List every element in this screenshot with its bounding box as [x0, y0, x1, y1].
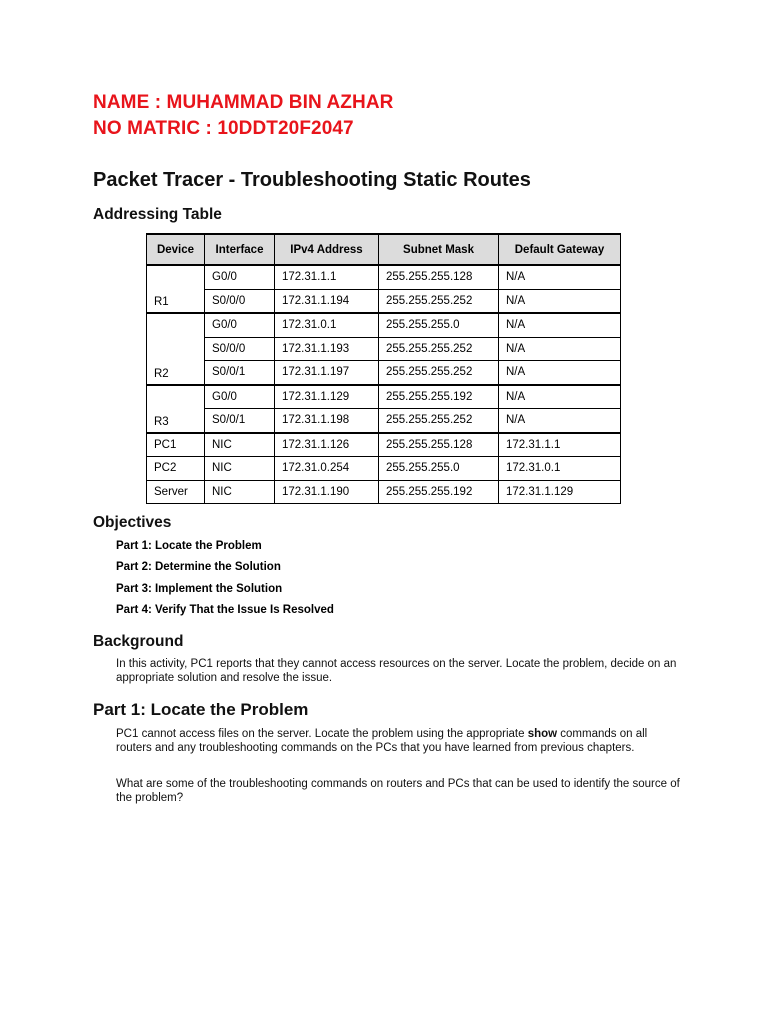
- mask-cell: 255.255.255.0: [379, 457, 499, 481]
- device-cell: PC2: [147, 457, 205, 481]
- gateway-cell: N/A: [499, 289, 621, 313]
- mask-cell: 255.255.255.252: [379, 289, 499, 313]
- gateway-cell: N/A: [499, 385, 621, 409]
- table-row: [147, 480, 621, 504]
- interface-cell: S0/0/1: [205, 361, 275, 385]
- part1-heading: Part 1: Locate the Problem: [93, 700, 309, 719]
- list-item: Part 2: Determine the Solution: [116, 561, 281, 574]
- background-heading: Background: [93, 633, 184, 650]
- ip-cell: 172.31.1.1: [275, 265, 379, 289]
- mask-cell: 255.255.255.252: [379, 361, 499, 385]
- interface-cell: S0/0/0: [205, 337, 275, 361]
- ip-cell: 172.31.0.254: [275, 457, 379, 481]
- column-header-default-gateway: Default Gateway: [499, 234, 621, 265]
- table-row: [147, 313, 621, 337]
- ip-cell: 172.31.1.193: [275, 337, 379, 361]
- mask-cell: 255.255.255.252: [379, 337, 499, 361]
- part1-question: What are some of the troubleshooting commands on routers and PCs that can be used to identify the source of the problem?: [116, 778, 680, 804]
- document-title: Packet Tracer - Troubleshooting Static Routes: [93, 169, 531, 191]
- part1-paragraph: [116, 727, 686, 755]
- ip-cell: 172.31.1.198: [275, 409, 379, 433]
- interface-cell: NIC: [205, 457, 275, 481]
- table-row: [147, 409, 621, 433]
- list-item: Part 3: Implement the Solution: [116, 582, 283, 595]
- device-cell: R3: [147, 385, 205, 433]
- table-row: [147, 433, 621, 457]
- table-row: [147, 265, 621, 289]
- gateway-cell: N/A: [499, 313, 621, 337]
- gateway-cell: N/A: [499, 265, 621, 289]
- ip-cell: 172.31.0.1: [275, 313, 379, 337]
- objectives-list: [116, 538, 334, 623]
- mask-cell: 255.255.255.128: [379, 433, 499, 457]
- ip-cell: 172.31.1.129: [275, 385, 379, 409]
- mask-cell: 255.255.255.128: [379, 265, 499, 289]
- table-header-row: [147, 234, 621, 265]
- device-cell: PC1: [147, 433, 205, 457]
- ip-cell: 172.31.1.126: [275, 433, 379, 457]
- gateway-cell: 172.31.1.1: [499, 433, 621, 457]
- ip-cell: 172.31.1.190: [275, 480, 379, 504]
- gateway-cell: 172.31.1.129: [499, 480, 621, 504]
- mask-cell: 255.255.255.192: [379, 480, 499, 504]
- addressing-table: [146, 233, 621, 504]
- column-header-subnet-mask: Subnet Mask: [379, 234, 499, 265]
- table-row: [147, 337, 621, 361]
- interface-cell: NIC: [205, 480, 275, 504]
- interface-cell: G0/0: [205, 313, 275, 337]
- gateway-cell: N/A: [499, 409, 621, 433]
- device-cell: R2: [147, 313, 205, 385]
- mask-cell: 255.255.255.192: [379, 385, 499, 409]
- table-row: [147, 361, 621, 385]
- column-header-device: Device: [147, 234, 205, 265]
- table-row: [147, 289, 621, 313]
- interface-cell: G0/0: [205, 385, 275, 409]
- part1-text-end: commands on all routers and any troubleshooting commands on the PCs that you have learned from previous chapters.: [116, 728, 648, 754]
- mask-cell: 255.255.255.0: [379, 313, 499, 337]
- device-cell: Server: [147, 480, 205, 504]
- ip-cell: 172.31.1.197: [275, 361, 379, 385]
- list-item: Part 1: Locate the Problem: [116, 540, 262, 552]
- objectives-heading: Objectives: [93, 514, 172, 531]
- ip-cell: 172.31.1.194: [275, 289, 379, 313]
- part1-text-start: PC1 cannot access files on the server. Locate the problem using the appropriate: [116, 728, 528, 740]
- student-name: NAME : MUHAMMAD BIN AZHAR: [93, 92, 394, 113]
- column-header-ipv4-address: IPv4 Address: [275, 234, 379, 265]
- interface-cell: NIC: [205, 433, 275, 457]
- table-row: [147, 457, 621, 481]
- gateway-cell: 172.31.0.1: [499, 457, 621, 481]
- background-paragraph: In this activity, PC1 reports that they cannot access resources on the server. Locate the problem, decide on an appropriate solution and resolve the issue.: [116, 658, 677, 684]
- addressing-table-heading: Addressing Table: [93, 206, 222, 223]
- column-header-interface: Interface: [205, 234, 275, 265]
- student-matric-number: NO MATRIC : 10DDT20F2047: [93, 118, 354, 139]
- mask-cell: 255.255.255.252: [379, 409, 499, 433]
- gateway-cell: N/A: [499, 337, 621, 361]
- show-command-keyword: show: [527, 728, 558, 740]
- device-cell: R1: [147, 265, 205, 313]
- list-item: Part 4: Verify That the Issue Is Resolved: [116, 603, 334, 616]
- interface-cell: S0/0/0: [205, 289, 275, 313]
- interface-cell: S0/0/1: [205, 409, 275, 433]
- table-row: [147, 385, 621, 409]
- interface-cell: G0/0: [205, 265, 275, 289]
- gateway-cell: N/A: [499, 361, 621, 385]
